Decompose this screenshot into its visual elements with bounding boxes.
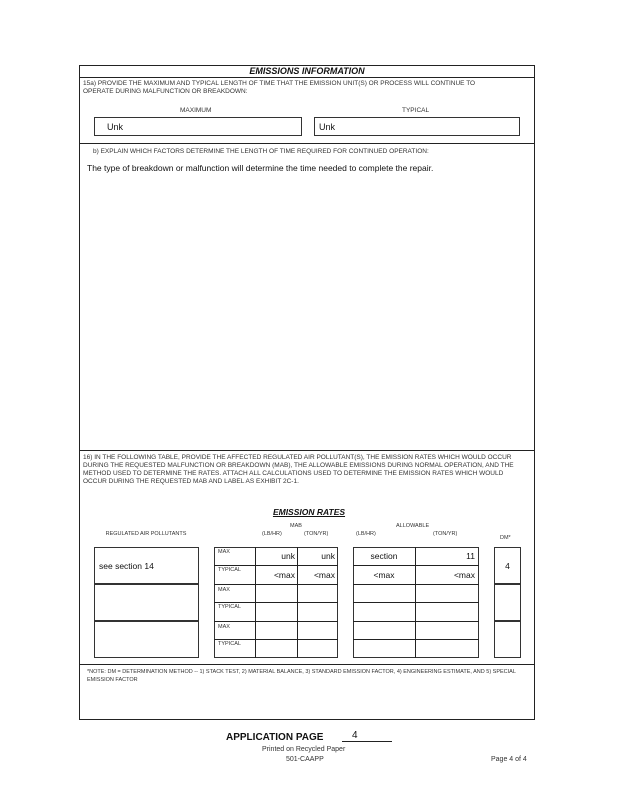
dm-cell-3[interactable] — [494, 621, 521, 658]
al-typ-tonyr[interactable]: <max — [453, 570, 475, 580]
dm-note: *NOTE: DM = DETERMINATION METHOD -- 1) STACK TEST, 2) MATERIAL BALANCE, 3) STANDARD EMISSION FACTOR, 4) ENGINEERING ESTIMATE, AND 5) SPECIAL EMISSION FACTOR — [87, 669, 516, 683]
mab-grid-hline-4 — [214, 621, 338, 622]
mab-grid-hline-3 — [214, 602, 338, 603]
max-label: MAXIMUM — [180, 107, 212, 114]
mab-max-lbhr[interactable]: unk — [281, 551, 295, 561]
al-typ-lbhr[interactable]: <max — [373, 570, 395, 580]
emission-rates-title: EMISSION RATES — [272, 507, 346, 517]
recycled-note: Printed on Recycled Paper — [262, 746, 346, 753]
app-page-number: 4 — [342, 730, 392, 742]
col-dm-header: DM* — [500, 535, 511, 541]
mab-typ-lbhr[interactable]: <max — [273, 570, 295, 580]
divider-15a — [79, 143, 535, 144]
divider-15b — [79, 450, 535, 451]
dm-value: 4 — [505, 561, 510, 571]
label-max-1: MAX — [218, 549, 230, 555]
mab-grid-hline-2 — [214, 584, 338, 585]
dm-cell-1[interactable] — [494, 547, 521, 584]
typical-label: TYPICAL — [402, 107, 430, 114]
typical-field[interactable] — [314, 117, 520, 136]
pollutant-value: see section 14 — [99, 561, 154, 571]
dm-cell-2[interactable] — [494, 584, 521, 621]
divider-note — [79, 664, 535, 665]
col-mab-header: MAB — [290, 523, 302, 529]
label-typical-1: TYPICAL — [218, 567, 241, 573]
pollutant-cell-3[interactable] — [94, 621, 199, 658]
max-field[interactable] — [94, 117, 302, 136]
mab-max-tonyr[interactable]: unk — [321, 551, 335, 561]
col-tonyr-header: (TON/YR) — [304, 531, 329, 537]
typical-value: Unk — [319, 122, 336, 132]
label-max-2: MAX — [218, 587, 230, 593]
allowable-grid-hline-4 — [353, 621, 479, 622]
allowable-grid-hline-1 — [353, 565, 479, 566]
section-header: EMISSIONS INFORMATION — [79, 65, 535, 78]
q16-text: 16) IN THE FOLLOWING TABLE, PROVIDE THE AFFECTED REGULATED AIR POLLUTANT(S), THE EMISSION RATES WHICH WOULD OCCUR DURING THE REQUESTED MALFUNCTION OR BREAKDOWN (MAB), THE ALLOWABLE EMISSIONS DURING NORMAL OPERATION, AND THE METHOD USED TO DETERMINE THE RATES. ATTACH ALL CALCULATIONS USED TO DETERMINE THE EMISSION RATES WHICH WOULD OCCUR DURING THE REQUESTED MAB AND LABEL AS EXHIBIT 2C-1. — [83, 454, 514, 485]
allowable-grid-hline-2 — [353, 584, 479, 585]
page-of: Page 4 of 4 — [491, 756, 527, 763]
col-pollutant-header: REGULATED AIR POLLUTANTS — [105, 531, 187, 537]
q15b-text: b) EXPLAIN WHICH FACTORS DETERMINE THE LENGTH OF TIME REQUIRED FOR CONTINUED OPERATION: — [93, 148, 429, 155]
col-allowable-header: ALLOWABLE — [396, 523, 430, 529]
label-max-3: MAX — [218, 624, 230, 630]
col-al-tonyr-header: (TON/YR) — [433, 531, 458, 537]
label-typical-2: TYPICAL — [218, 604, 241, 610]
q15a-text: 15a) PROVIDE THE MAXIMUM AND TYPICAL LENGTH OF TIME THAT THE EMISSION UNIT(S) OR PROCESS WILL CONTINUE TO OPERATE DURING MALFUNCTION OR BREAKDOWN: — [83, 80, 476, 95]
mab-grid-hline-5 — [214, 639, 338, 640]
pollutant-cell-2[interactable] — [94, 584, 199, 621]
allowable-grid-hline-3 — [353, 602, 479, 603]
col-al-lbhr-header: (LB/HR) — [356, 531, 376, 537]
form-code: 501-CAAPP — [286, 756, 324, 763]
q15b-answer[interactable]: The type of breakdown or malfunction will determine the time needed to complete the repair. — [87, 163, 434, 173]
allowable-grid-hline-5 — [353, 639, 479, 640]
al-max-lbhr[interactable]: section — [370, 551, 398, 561]
col-lbhr-header: (LB/HR) — [262, 531, 282, 537]
app-page-label: APPLICATION PAGE — [226, 732, 324, 743]
mab-grid-hline-1 — [214, 565, 338, 566]
label-typical-3: TYPICAL — [218, 641, 241, 647]
mab-typ-tonyr[interactable]: <max — [313, 570, 335, 580]
al-max-tonyr[interactable]: 11 — [466, 551, 475, 561]
max-value: Unk — [107, 122, 124, 132]
pollutant-cell-1[interactable] — [94, 547, 199, 584]
